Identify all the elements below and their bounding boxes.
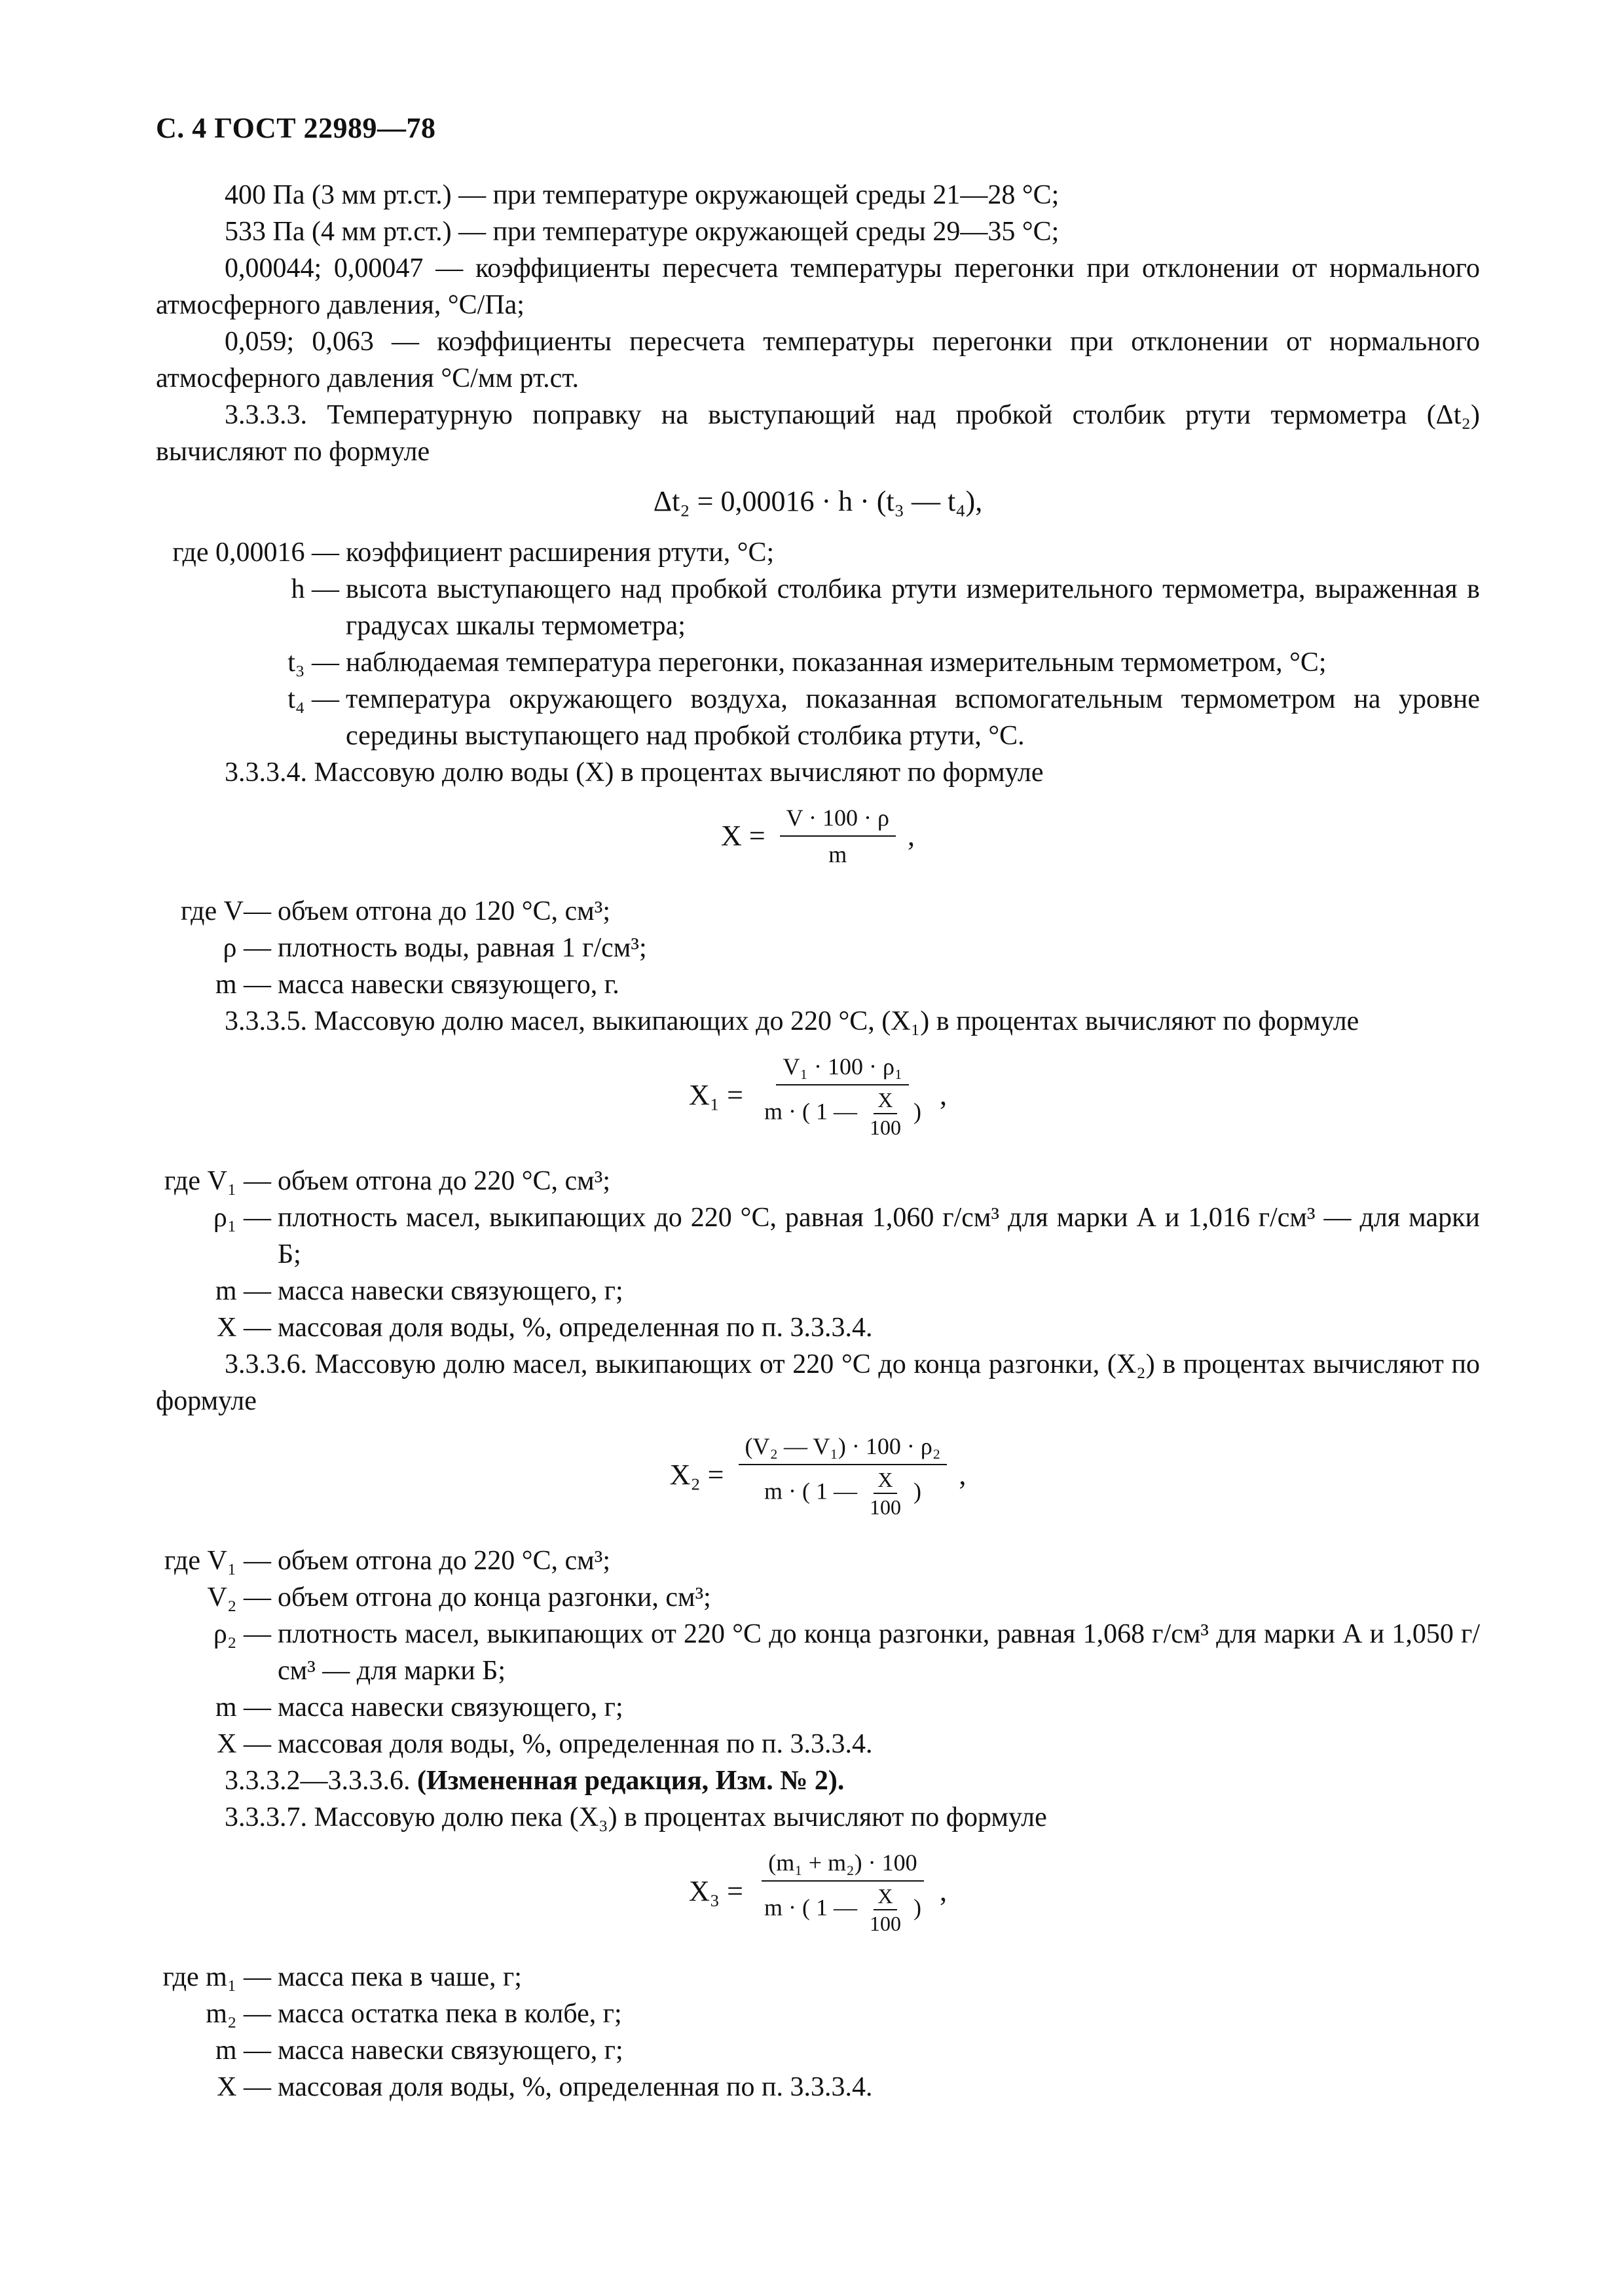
formula-x2 <box>156 1431 1480 1519</box>
where-definition: объем отгона до 220 °С, см³; <box>278 1166 611 1196</box>
inner-denominator: 100 <box>869 1116 901 1139</box>
pressure-line-400: 400 Па (3 мм рт.ст.) — при температуре окружающей среды 21—28 °С; <box>225 180 1060 210</box>
fraction <box>758 1848 928 1935</box>
section-3-3-3-7: 3.3.3.7. Массовую долю пека (X₃) в процентах вычисляют по формуле <box>225 1802 1047 1832</box>
denominator-prefix: m · ( 1 — <box>764 1478 857 1504</box>
denominator-prefix: m · ( 1 — <box>764 1098 857 1125</box>
where-definition: масса навески связующего, г; <box>278 2035 623 2066</box>
where-symbol: V₂ — <box>207 1582 271 1613</box>
formula-trail: , <box>939 1875 947 1907</box>
where-symbol: X — <box>217 2072 271 2102</box>
where-item <box>156 1995 873 2032</box>
where-symbol: X — <box>217 1729 271 1759</box>
where-definition: массовая доля воды, %, определенная по п. 3.3.3.4. <box>278 2072 873 2102</box>
inner-numerator: X <box>874 1884 896 1910</box>
where-item <box>156 2032 873 2069</box>
where-definition: плотность масел, выкипающих до 220 °С, равная 1,060 г/см³ для марки А и 1,016 г/см³ — для марки Б; <box>278 1203 1480 1269</box>
where-item <box>156 681 1480 754</box>
inner-numerator: X <box>874 1088 896 1114</box>
where-item <box>156 534 1480 571</box>
inner-denominator: 100 <box>869 1912 901 1935</box>
where-definition: объем отгона до 120 °С, см³; <box>278 896 611 926</box>
where-symbol: где V— <box>181 896 271 926</box>
where-symbol: m — <box>215 2035 271 2066</box>
where-item <box>156 1616 1480 1689</box>
formula-x3 <box>156 1848 1480 1935</box>
where-definition: массовая доля воды, %, определенная по п. 3.3.3.4. <box>278 1313 873 1343</box>
where-definition: масса навески связующего, г. <box>278 970 619 1000</box>
fraction <box>739 1431 948 1519</box>
where-item <box>156 930 647 966</box>
where-definition: массовая доля воды, %, определенная по п. 3.3.3.4. <box>278 1729 873 1759</box>
where-item <box>156 1163 1480 1199</box>
where-symbol: ρ₁ — <box>213 1203 271 1233</box>
section-3-3-3-5: 3.3.3.5. Массовую долю масел, выкипающих до 220 °С, (X₁) в процентах вычисляют по формуле <box>225 1006 1359 1036</box>
where-item <box>156 1309 1480 1346</box>
where-item <box>156 1199 1480 1273</box>
where-symbol: где 0,00016 — <box>172 538 339 568</box>
fraction-denominator <box>758 1085 928 1139</box>
denominator-prefix: m · ( 1 — <box>764 1894 857 1921</box>
document-body <box>156 177 1480 2105</box>
section-3-3-3-3: 3.3.3.3. Температурную поправку на выступающий над пробкой столбик ртути термометра (Δt₂) вычисляют по формуле <box>156 400 1480 467</box>
where-list-3-3-3-3 <box>156 534 1480 754</box>
where-definition: коэффициент расширения ртути, °С; <box>346 538 775 568</box>
where-list-3-3-3-6 <box>156 1542 1480 1762</box>
denominator-suffix: ) <box>913 1098 921 1125</box>
where-list-3-3-3-4 <box>156 893 647 1003</box>
where-symbol: t₃ — <box>287 647 339 678</box>
formula-trail: , <box>907 820 915 852</box>
where-item <box>156 571 1480 644</box>
where-item <box>156 893 647 930</box>
where-symbol: m — <box>215 970 271 1000</box>
fraction <box>758 1051 928 1139</box>
inner-fraction <box>866 1088 905 1139</box>
formula-lhs: X₂ = <box>669 1459 724 1491</box>
where-symbol: X — <box>217 1313 271 1343</box>
fraction-numerator: V₁ · 100 · ρ₁ <box>776 1051 909 1085</box>
pressure-line-533: 533 Па (4 мм рт.ст.) — при температуре окружающей среды 29—35 °С; <box>225 217 1060 247</box>
formula-trail: , <box>939 1079 947 1111</box>
where-item <box>156 1726 1480 1762</box>
amendment-bold: (Измененная редакция, Изм. № 2). <box>417 1766 845 1796</box>
inner-fraction <box>866 1884 905 1935</box>
where-definition: объем отгона до 220 °С, см³; <box>278 1546 611 1576</box>
denominator-suffix: ) <box>913 1894 921 1921</box>
where-symbol: t₄ — <box>287 684 339 714</box>
where-definition: масса остатка пека в колбе, г; <box>278 1999 622 2029</box>
fraction <box>780 803 896 869</box>
where-definition: плотность масел, выкипающих от 220 °С до конца разгонки, равная 1,068 г/см³ для марки А и 1,050 г/см³ — для марки Б; <box>278 1619 1480 1686</box>
section-3-3-3-6: 3.3.3.6. Массовую долю масел, выкипающих от 220 °С до конца разгонки, (X₂) в процентах вычисляют по формуле <box>156 1349 1480 1416</box>
page-header: С. 4 ГОСТ 22989—78 <box>156 112 436 144</box>
where-symbol: m₂ — <box>206 1999 271 2029</box>
where-list-3-3-3-5 <box>156 1163 1480 1346</box>
formula-delta-t2-text: Δt₂ = 0,00016 · h · (t₃ — t₄), <box>653 485 983 517</box>
section-3-3-3-4: 3.3.3.4. Массовую долю воды (X) в процентах вычисляют по формуле <box>225 757 1044 788</box>
inner-fraction <box>866 1468 905 1519</box>
where-item <box>156 1542 1480 1579</box>
where-definition: плотность воды, равная 1 г/см³; <box>278 933 647 963</box>
amendment-note <box>156 1762 1480 1799</box>
where-symbol: ρ₂ — <box>213 1619 271 1649</box>
where-symbol: где V₁ — <box>164 1546 271 1576</box>
inner-denominator: 100 <box>869 1495 901 1519</box>
fraction-numerator: V · 100 · ρ <box>780 803 896 837</box>
where-item <box>156 2069 873 2105</box>
amendment-prefix: 3.3.3.2—3.3.3.6. <box>225 1766 417 1796</box>
where-item <box>156 1579 1480 1616</box>
formula-delta-t2 <box>156 483 1480 520</box>
where-list-3-3-3-7 <box>156 1959 873 2105</box>
formula-trail: , <box>959 1459 967 1491</box>
coefficients-pa: 0,00044; 0,00047 — коэффициенты пересчета температуры перегонки при отклонении от нормального атмосферного давления, °С/Па; <box>156 253 1480 320</box>
fraction-denominator <box>758 1465 928 1519</box>
where-definition: масса пека в чаше, г; <box>278 1962 522 1992</box>
where-symbol: m — <box>215 1276 271 1306</box>
coefficients-mmhg: 0,059; 0,063 — коэффициенты пересчета температуры перегонки при отклонении от нормального атмосферного давления °С/мм рт.ст. <box>156 327 1480 393</box>
where-definition: температура окружающего воздуха, показанная вспомогательным термометром на уровне середины выступающего над пробкой столбика ртути, °С. <box>346 684 1480 751</box>
where-item <box>156 644 1480 681</box>
where-definition: высота выступающего над пробкой столбика ртути измерительного термометра, выраженная в градусах шкалы термометра; <box>346 574 1480 641</box>
where-symbol: где V₁ — <box>164 1166 271 1196</box>
where-item <box>156 1689 1480 1726</box>
where-definition: масса навески связующего, г; <box>278 1692 623 1722</box>
fraction-denominator: m <box>828 841 847 867</box>
where-definition: масса навески связующего, г; <box>278 1276 623 1306</box>
denominator-suffix: ) <box>913 1478 921 1504</box>
fraction-denominator <box>758 1882 928 1935</box>
formula-lhs: X₁ = <box>689 1079 743 1111</box>
fraction-numerator: (V₂ — V₁) · 100 · ρ₂ <box>739 1431 948 1465</box>
where-symbol: ρ — <box>223 933 271 963</box>
where-symbol: где m₁ — <box>162 1962 271 1992</box>
inner-numerator: X <box>874 1468 896 1494</box>
where-item <box>156 966 647 1003</box>
formula-x1 <box>156 1051 1480 1139</box>
formula-lhs: X₃ = <box>689 1875 743 1907</box>
fraction-numerator: (m₁ + m₂) · 100 <box>762 1848 923 1882</box>
where-symbol: m — <box>215 1692 271 1722</box>
formula-lhs: X = <box>721 820 765 852</box>
where-item <box>156 1273 1480 1309</box>
where-item <box>156 1959 873 1995</box>
formula-x <box>156 803 1480 869</box>
where-definition: наблюдаемая температура перегонки, показанная измерительным термометром, °С; <box>346 647 1327 678</box>
where-definition: объем отгона до конца разгонки, см³; <box>278 1582 711 1613</box>
where-symbol: h — <box>291 574 339 604</box>
